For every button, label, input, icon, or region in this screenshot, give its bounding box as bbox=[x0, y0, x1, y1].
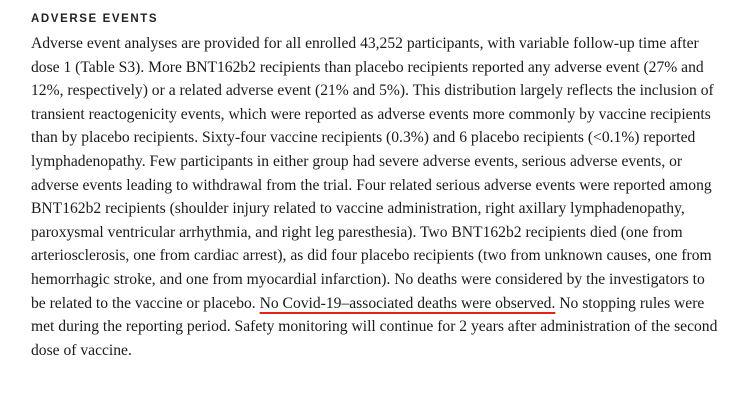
paragraph-text-after: No stopping rules were met during the reporting period. Safety monitoring will continue for 2 years after administration of the second dose of vaccine. bbox=[31, 294, 718, 359]
adverse-events-section bbox=[31, 10, 723, 362]
section-paragraph bbox=[31, 32, 723, 362]
highlighted-sentence: No Covid-19–associated deaths were observed. bbox=[259, 294, 556, 312]
section-heading: ADVERSE EVENTS bbox=[31, 13, 159, 25]
paragraph-text-before: Adverse event analyses are provided for all enrolled 43,252 participants, with variable follow-up time after dose 1 (Table S3). More BNT162b2 recipients than placebo recipients reported any adverse event (27% and 12%, respectively) or a related adverse event (21% and 5%). This distribution largely reflects the inclusion of transient reactogenicity events, which were reported as adverse events more commonly by vaccine recipients than by placebo recipients. Sixty-four vaccine recipients (0.3%) and 6 placebo recipients (<0.1%) reported lymphadenopathy. Few participants in either group had severe adverse events, serious adverse events, or adverse events leading to withdrawal from the trial. Four related serious adverse events were reported among BNT162b2 recipients (shoulder injury related to vaccine administration, right axillary lymphadenopathy, paroxysmal ventricular arrhythmia, and right leg paresthesia). Two BNT162b2 recipients died (one from arteriosclerosis, one from cardiac arrest), as did four placebo recipients (two from unknown causes, one from hemorrhagic stroke, and one from myocardial infarction). No deaths were considered by the investigators to be related to the vaccine or placebo. bbox=[31, 35, 714, 312]
